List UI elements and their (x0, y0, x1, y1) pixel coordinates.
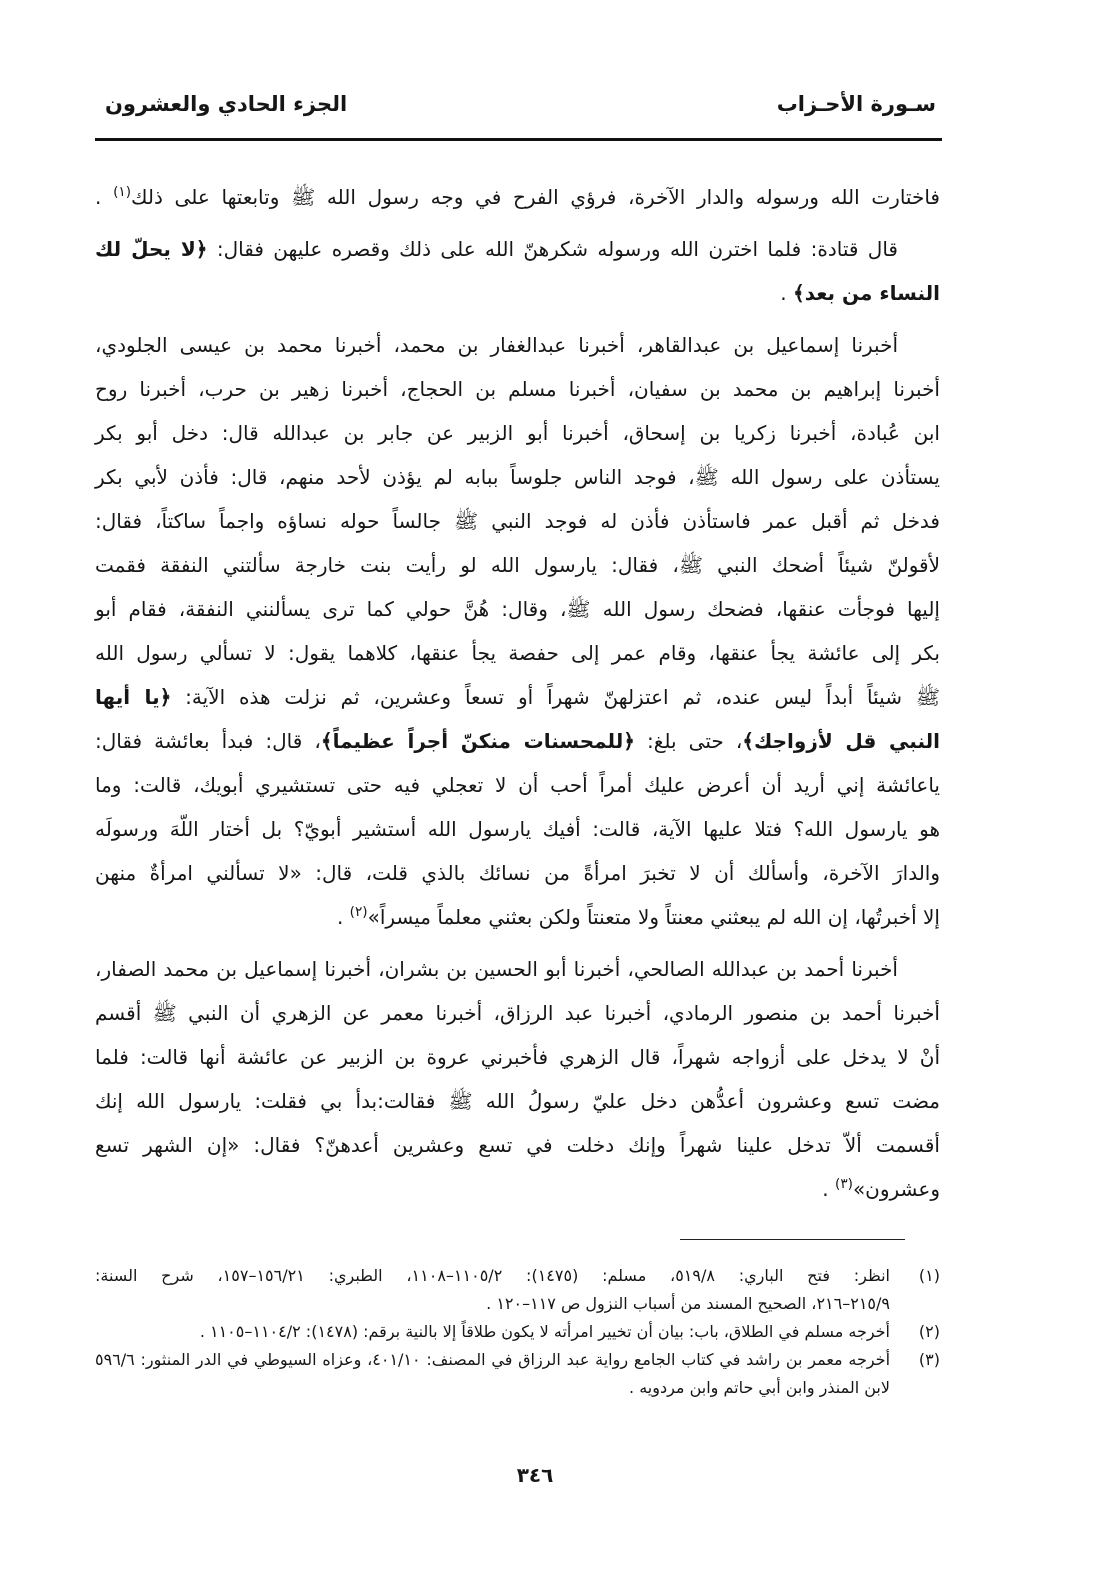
text-line (95, 499, 940, 543)
text-line (95, 175, 940, 219)
footnote-number: (١) (918, 1266, 940, 1285)
main-text (95, 175, 940, 1211)
text-line (95, 763, 940, 807)
footnote-number: (٢) (918, 1322, 940, 1341)
footnote (95, 1318, 940, 1346)
text-run: إليها فوجأت عنقها، فضحك رسول الله ﷺ، وقال: هُنَّ حولي كما ترى يسألنني النفقة، فقام أبو (95, 597, 940, 621)
text-line (95, 631, 940, 675)
text-run: لأقولنّ شيئاً أضحك النبي ﷺ، فقال: يارسول الله لو رأيت بنت خارجة سألتني النفقة فقمت (95, 553, 940, 577)
text-run: بكر إلى عائشة يجأ عنقها، وقام عمر إلى حفصة يجأ عنقها، كلاهما يقول: لا تسألي رسول الله (95, 641, 940, 665)
footnote-text (95, 1262, 890, 1318)
text-run: . (822, 1177, 835, 1201)
text-run: أخبرنا إسماعيل بن عبدالقاهر، أخبرنا عبدالغفار بن محمد، أخبرنا محمد بن عيسى الجلودي، (95, 333, 898, 357)
text-line (95, 323, 940, 367)
text-run: أقسمت ألاّ تدخل علينا شهراً وإنك دخلت في تسع وعشرين أعدهنّ؟ فقال: «إن الشهر تسع (95, 1133, 940, 1157)
footnote-line: أخرجه مسلم في الطلاق، باب: بيان أن تخيير امرأته لا يكون طلاقاً إلا بالنية برقم: (١٤٧٨): ١١٠٤/٢–١١٠٥ . (199, 1322, 890, 1341)
text-line (95, 895, 940, 939)
text-line (95, 1123, 940, 1167)
text-line (95, 587, 940, 631)
text-line (95, 411, 940, 455)
text-run: . (780, 281, 793, 305)
footnote-ref: (٣) (835, 1175, 853, 1192)
text-line (95, 807, 940, 851)
text-line (95, 1079, 940, 1123)
text-line (95, 367, 940, 411)
text-run: . (95, 185, 114, 209)
footnote-ref: (٢) (349, 903, 368, 920)
text-line (95, 1035, 940, 1079)
page-number: ٣٤٦ (516, 1463, 554, 1487)
quran-quote: النبي قل لأزواجك﴾ (742, 729, 940, 753)
text-run: وعشرون» (852, 1177, 940, 1201)
text-run: إلا أخبرتُها، إن الله لم يبعثني معنتاً ولا متعنتاً ولكن بعثني معلماً ميسراً» (367, 905, 940, 929)
text-run: يستأذن على رسول الله ﷺ، فوجد الناس جلوساً ببابه لم يؤذن لأحد منهم، قال: فأذن لأبي بكر (95, 465, 940, 489)
text-line (95, 1167, 940, 1211)
text-run: ، حتى بلغ: (634, 729, 743, 753)
paragraph (95, 227, 940, 315)
quran-quote: ﴿للمحسنات منكنّ أجراً عظيماً﴾ (320, 729, 635, 753)
text-run: أخبرنا أحمد بن عبدالله الصالحي، أخبرنا أبو الحسين بن بشران، أخبرنا إسماعيل بن محمد الصفار، (95, 957, 898, 981)
footnote-number: (٣) (918, 1350, 940, 1369)
quran-quote: النساء من بعد﴾ (793, 281, 940, 305)
text-run: أنْ لا يدخل على أزواجه شهراً، قال الزهري فأخبرني عروة بن الزبير عن عائشة أنها قالت: فلما (95, 1045, 940, 1069)
footnotes (95, 1262, 940, 1402)
text-run: هو يارسول الله؟ فتلا عليها الآية، قالت: أفيك يارسول الله أستشير أبويّ؟ بل أختار اللّهَ ورسولَه (95, 817, 940, 841)
footnote-ref: (١) (113, 183, 131, 200)
text-run: أخبرنا أحمد بن منصور الرمادي، أخبرنا عبد الرزاق، أخبرنا معمر عن الزهري أن النبي ﷺ أقسم (95, 1001, 940, 1025)
text-line (95, 851, 940, 895)
text-run: . (336, 905, 350, 929)
text-line (95, 543, 940, 587)
text-line (95, 719, 940, 763)
quran-quote: ﴿يا أيها (95, 685, 172, 709)
footnote (95, 1262, 940, 1318)
footnote-line: انظر: فتح الباري: ٥١٩/٨، مسلم: (١٤٧٥): ١١٠٥/٢–١١٠٨، الطبري: ١٥٦/٢١–١٥٧، شرح السنة: (95, 1266, 890, 1285)
text-run: ابن عُبادة، أخبرنا زكريا بن إسحاق، أخبرنا أبو الزبير عن جابر بن عبدالله قال: دخل أبو بكر (95, 421, 940, 445)
text-line (95, 991, 940, 1035)
paragraph (95, 323, 940, 939)
part-title: الجزء الحادي والعشرون (105, 92, 348, 116)
footnote-rule (680, 1239, 905, 1240)
footnote-text (95, 1318, 890, 1346)
text-run: ، قال: فبدأ بعائشة فقال: (95, 729, 321, 753)
text-run: والدارَ الآخرة، وأسألك أن لا تخبرَ امرأةً من نسائك بالذي قلت، قال: «لا تسألني امرأةٌ منهن (95, 861, 940, 885)
text-line (95, 675, 940, 719)
text-run: فاختارت الله ورسوله والدار الآخرة، فرؤي الفرح في وجه رسول الله ﷺ وتابعتها على ذلك (131, 185, 940, 209)
text-run: فدخل ثم أقبل عمر فاستأذن فأذن له فوجد النبي ﷺ جالساً حوله نساؤه واجماً ساكتاً، فقال: (95, 509, 940, 533)
footnote-line: ٢١٥/٩–٢١٦، الصحيح المسند من أسباب النزول ص ١١٧–١٢٠ . (486, 1294, 890, 1313)
footnote-line: لابن المنذر وابن أبي حاتم وابن مردويه . (629, 1378, 890, 1397)
text-line (95, 271, 940, 315)
footnote-text (95, 1346, 890, 1402)
surah-title: سـورة الأحـزاب (776, 92, 936, 116)
text-run: أخبرنا إبراهيم بن محمد بن سفيان، أخبرنا مسلم بن الحجاج، أخبرنا زهير بن حرب، أخبرنا روح (95, 377, 940, 401)
quran-quote: ﴿لا يحلّ لك (95, 237, 208, 261)
text-line (95, 947, 940, 991)
footnote-line: أخرجه معمر بن راشد في كتاب الجامع رواية عبد الرزاق في المصنف: ٤٠١/١٠، وعزاه السيوطي في الدر المنثور: ٥٩٦/٦ (95, 1350, 891, 1369)
text-run: ﷺ شيئاً أبداً ليس عنده، ثم اعتزلهنّ شهراً أو تسعاً وعشرين، ثم نزلت هذه الآية: (171, 685, 940, 709)
text-run: مضت تسع وعشرون أعدُّهن دخل عليّ رسولُ الله ﷺ فقالت:بدأ بي فقلت: يارسول الله إنك (95, 1089, 940, 1113)
paragraph (95, 947, 940, 1211)
header-rule (95, 138, 942, 141)
running-header (95, 84, 940, 124)
paragraph (95, 175, 940, 219)
text-line (95, 227, 940, 271)
text-line (95, 455, 940, 499)
footnote (95, 1346, 940, 1402)
text-run: قال قتادة: فلما اخترن الله ورسوله شكرهنّ الله على ذلك وقصره عليهن فقال: (207, 237, 898, 261)
text-run: ياعائشة إني أريد أن أعرض عليك أمراً أحب أن لا تعجلي فيه حتى تستشيري أبويك، قالت: وما (95, 773, 940, 797)
